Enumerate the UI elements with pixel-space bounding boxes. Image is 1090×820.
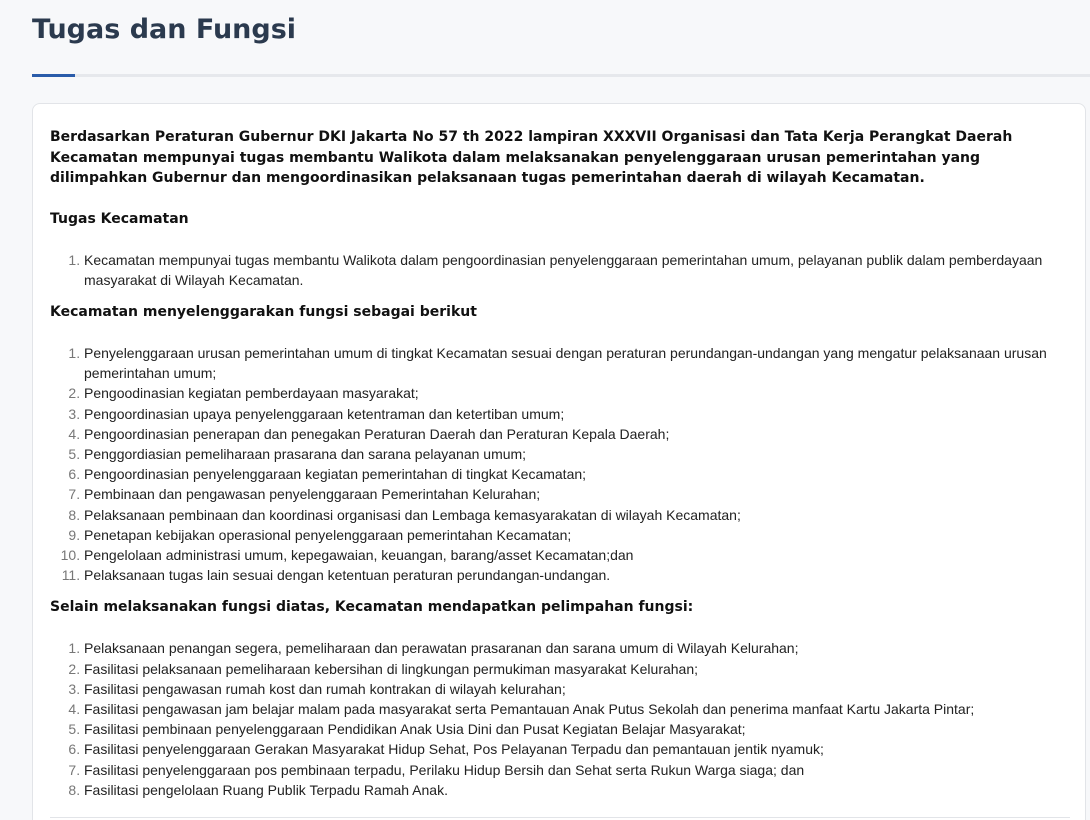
content-divider (50, 817, 1070, 818)
list-item: 8. Pelaksanaan pembinaan dan koordinasi organisasi dan Lembaga kemasyarakatan di wilayah Kecamatan; (84, 505, 1060, 525)
list-item: 6. Fasilitasi penyelenggaraan Gerakan Masyarakat Hidup Sehat, Pos Pelayanan Terpadu dan pemantauan jentik nyamuk; (84, 739, 1060, 759)
list-item: 1. Pelaksanaan penangan segera, pemeliharaan dan perawatan prasaranan dan sarana umum di Wilayah Kelurahan; (84, 638, 1060, 658)
list-item: 3. Pengoordinasian upaya penyelenggaraan ketentraman dan ketertiban umum; (84, 404, 1060, 424)
fungsi-heading: Kecamatan menyelenggarakan fungsi sebagai berikut (50, 303, 477, 320)
list-item: 8. Fasilitasi pengelolaan Ruang Publik Terpadu Ramah Anak. (84, 780, 1060, 800)
list-item: 7. Pembinaan dan pengawasan penyelenggaraan Pemerintahan Kelurahan; (84, 484, 1060, 504)
list-item: 10. Pengelolaan administrasi umum, kepegawaian, keuangan, barang/asset Kecamatan;dan (84, 545, 1060, 565)
list-item: 5. Fasilitasi pembinaan penyelenggaraan Pendidikan Anak Usia Dini dan Pusat Kegiatan Belajar Masyarakat; (84, 719, 1060, 739)
tugas-heading: Tugas Kecamatan (50, 210, 189, 227)
list-item: 4. Fasilitasi pengawasan jam belajar malam pada masyarakat serta Pemantauan Anak Putus Sekolah dan penerima manfaat Kartu Jakarta Pintar; (84, 699, 1060, 719)
list-item: 11. Pelaksanaan tugas lain sesuai dengan ketentuan peraturan perundangan-undangan. (84, 565, 1060, 585)
list-item: 3. Fasilitasi pengawasan rumah kost dan rumah kontrakan di wilayah kelurahan; (84, 679, 1060, 699)
page-title: Tugas dan Fungsi (32, 14, 297, 45)
tugas-list (50, 250, 1060, 290)
list-item: 1. Penyelenggaraan urusan pemerintahan umum di tingkat Kecamatan sesuai dengan peraturan perundangan-undangan yang mengatur pelaksanaan urusan pemerintahan umum; (84, 343, 1060, 383)
list-item: 5. Penggordiasian pemeliharaan prasarana dan sarana pelayanan umum; (84, 444, 1060, 464)
list-item: 2. Fasilitasi pelaksanaan pemeliharaan kebersihan di lingkungan permukiman masyarakat Kelurahan; (84, 659, 1060, 679)
list-item: 7. Fasilitasi penyelenggaraan pos pembinaan terpadu, Perilaku Hidup Bersih dan Sehat serta Rukun Warga siaga; dan (84, 760, 1060, 780)
list-item: 1. Kecamatan mempunyai tugas membantu Walikota dalam pengoordinasian penyelenggaraan pemerintahan umum, pelayanan publik dalam pemberdayaan masyarakat di Wilayah Kecamatan. (84, 250, 1060, 290)
list-item: 2. Pengoodinasian kegiatan pemberdayaan masyarakat; (84, 383, 1060, 403)
fungsi-list (50, 343, 1060, 585)
content-card (32, 103, 1086, 820)
title-divider (32, 74, 1090, 77)
list-item: 4. Pengoordinasian penerapan dan penegakan Peraturan Daerah dan Peraturan Kepala Daerah; (84, 424, 1060, 444)
title-divider-accent (32, 74, 75, 77)
intro-paragraph: Berdasarkan Peraturan Gubernur DKI Jakarta No 57 th 2022 lampiran XXXVII Organisasi dan Tata Kerja Perangkat Daerah Kecamatan mempunyai tugas membantu Walikota dalam melaksanakan penyelenggaraan urusan pemerintahan yang dilimpahkan Gubernur dan mengoordinasikan pelaksanaan tugas pemerintahan daerah di wilayah Kecamatan. (50, 129, 1013, 186)
list-item: 9. Penetapan kebijakan operasional penyelenggaraan pemerintahan Kecamatan; (84, 525, 1060, 545)
pelimpahan-heading: Selain melaksanakan fungsi diatas, Kecamatan mendapatkan pelimpahan fungsi: (50, 599, 694, 616)
pelimpahan-list (50, 638, 1060, 800)
list-item: 6. Pengoordinasian penyelenggaraan kegiatan pemerintahan di tingkat Kecamatan; (84, 464, 1060, 484)
